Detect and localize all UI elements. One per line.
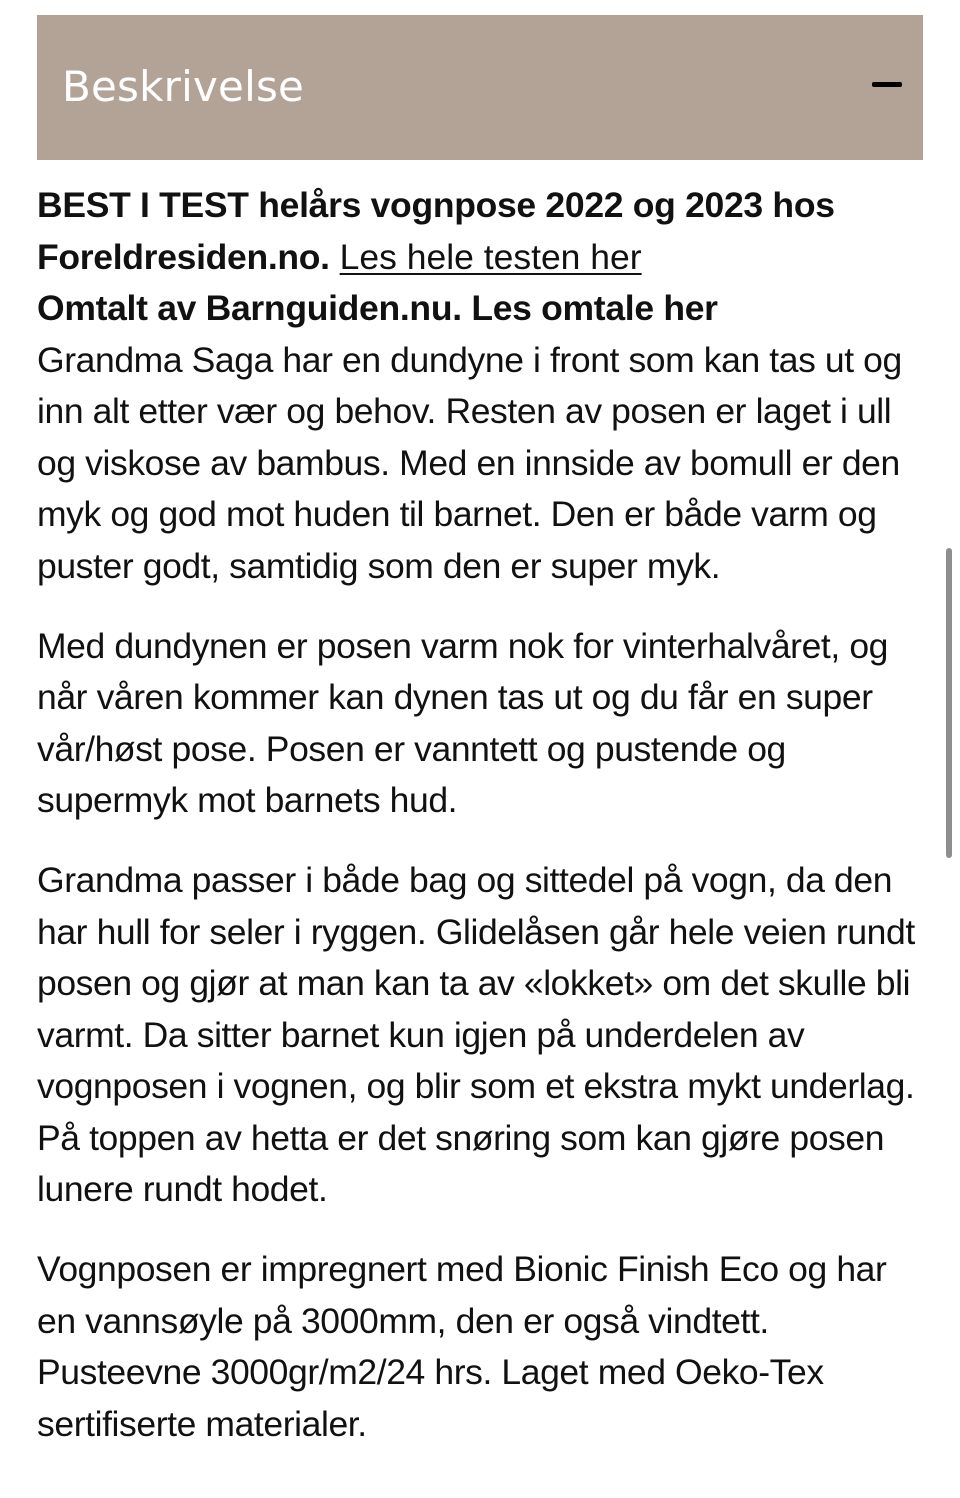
best-in-test-text: BEST I TEST helårs vognpose 2022 og 2023 hos Foreldresiden.no. [37, 185, 835, 277]
paragraph-4: Vognposen er impregnert med Bionic Finish Eco og har en vannsøyle på 3000mm, den er også vindtett. Pusteevne 3000gr/m2/24 hrs. Laget med Oeko-Tex sertifiserte materialer. [37, 1249, 887, 1444]
paragraph-1: Grandma Saga har en dundyne i front som kan tas ut og inn alt etter vær og behov. Resten av posen er laget i ull og viskose av bambus. Med en innside av bomull er den myk og god mot huden til barnet. Den er både varm og puster godt, samtidig som den er super myk. [37, 339, 902, 586]
paragraph-3: Grandma passer i både bag og sittedel på vogn, da den har hull for seler i ryggen. Glidelåsen går hele veien rundt posen og gjør at man kan ta av «lokket» om det skulle bli varmt. Da sitter barnet kun igjen på underdelen av vognposen i vognen, og blir som et ekstra mykt underlag. På toppen av hetta er det snøring som kan gjøre posen lunere rundt hodet. [37, 860, 915, 1209]
description-content [37, 180, 927, 1479]
accordion-title: Beskrivelse [62, 62, 305, 111]
paragraph-2: Med dundynen er posen varm nok for vinterhalvåret, og når våren kommer kan dynen tas ut og du får en super vår/høst pose. Posen er vanntett og pustende og supermyk mot barnets hud. [37, 625, 889, 820]
scrollbar-thumb[interactable] [946, 548, 952, 858]
minus-icon[interactable] [872, 82, 902, 87]
description-accordion-header[interactable] [37, 15, 923, 160]
barnguiden-mention: Omtalt av Barnguiden.nu. Les omtale her [37, 288, 718, 328]
read-test-link[interactable]: Les hele testen her [339, 236, 642, 277]
intro-block [37, 180, 927, 335]
